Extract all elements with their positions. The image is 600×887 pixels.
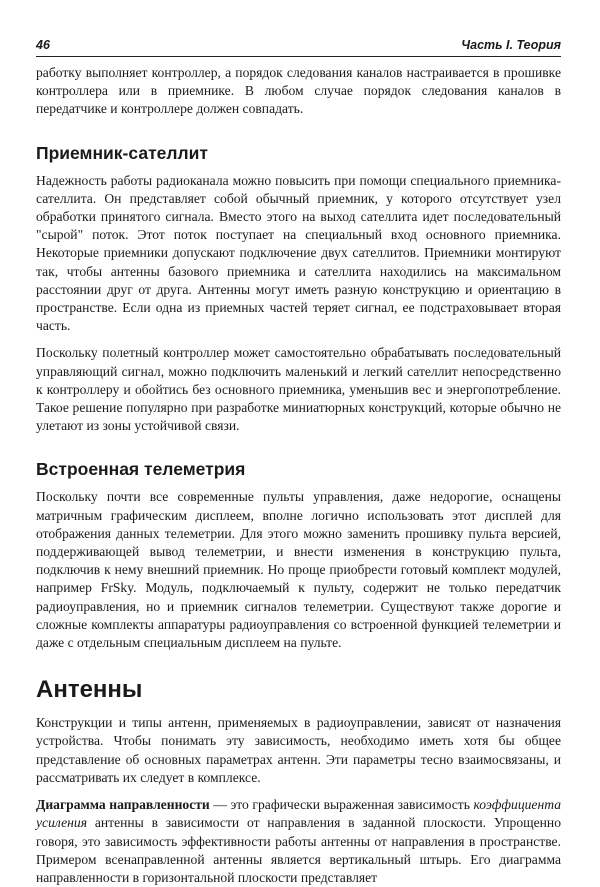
intro-paragraph: работку выполняет контроллер, а порядок следования каналов настраивается в прошивке контроллера или в приемнике. В любом случае порядок следования каналов в передатчике и контроллере должен совпадать.	[36, 65, 561, 117]
running-header	[36, 36, 561, 57]
antennas-paragraph-2-part-b: антенны в зависимости от направления в заданной плоскости. Упрощенно говоря, это зависимость эффективности работы антенны от направления в пространстве. Примером всенаправленной антенны является вертикальный штырь. Его диаграмма направленности в горизонтальной плоскости представляет	[36, 815, 561, 885]
section-title-antennas: Антенны	[36, 676, 143, 704]
antennas-paragraph-1: Конструкции и типы антенн, применяемых в радиоуправлении, зависят от назначения устройства. Чтобы понимать эту зависимость, необходимо иметь хотя бы общее представление об основных параметрах антенн. Эти параметры тесно взаимосвязаны, и рассматривать их следует в комплексе.	[36, 715, 561, 785]
telemetry-paragraph-1: Поскольку почти все современные пульты управления, даже недорогие, оснащены матричным графическим дисплеем, вполне логично использовать этот дисплей для отображения данных телеметрии. Для этого можно заменить прошивку пульта версией, поддерживающей вывод телеметрии, и внести изменения в конструкцию пульта, подключив к нему внешний приемник. Но проще приобрести готовый комплект модулей, например FrSky. Модуль, подключаемый к пульту, содержит не только передатчик радиоуправления, но и приемник сигналов телеметрии. Существуют также дорогие и сложные комплекты аппаратуры радиоуправления со встроенной функцией телеметрии и даже с отдельным специальным дисплеем на пульте.	[36, 489, 561, 651]
section-title-telemetry: Встроенная телеметрия	[36, 459, 246, 480]
satellite-paragraph-1: Надежность работы радиоканала можно повысить при помощи специального приемника-сателлита. Он представляет собой обычный приемник, у которого отсутствует узел обработки принятого сигнала. Вместо этого на выход сателлита идет последовательный "сырой" поток. Этот поток поступает на специальный вход основного приемника. Некоторые приемники допускают подключение двух сателлитов. Приемники монтируют так, чтобы антенны базового приемника и сателлита находились на максимальном расстоянии друг от друга. Антенны могут иметь разную конструкцию и ориентацию в пространстве. Если одна из приемных частей теряет сигнал, ее подстраховывает вторая часть.	[36, 172, 561, 334]
running-title: Часть I. Теория	[461, 38, 561, 52]
antennas-paragraph-2-part-a: — это графически выраженная зависимость	[209, 797, 474, 813]
section-title-satellite: Приемник-сателлит	[36, 142, 208, 163]
satellite-paragraph-2: Поскольку полетный контроллер может самостоятельно обрабатывать последовательный управляющий сигнал, можно подключить маленький и легкий сателлит непосредственно к контроллеру и обойтись без основного приемника, уменьшив вес и энергопотребление. Такое решение популярно при разработке миниатюрных конструкций, которые обычно не улетают из зоны устойчивой связи.	[36, 345, 561, 434]
page-content	[36, 64, 561, 887]
term-gain: коэффициента усиления	[36, 797, 561, 831]
page-number: 46	[36, 38, 50, 52]
term-directivity-diagram: Диаграмма направленности	[36, 797, 210, 813]
antennas-paragraph-2	[36, 796, 561, 887]
